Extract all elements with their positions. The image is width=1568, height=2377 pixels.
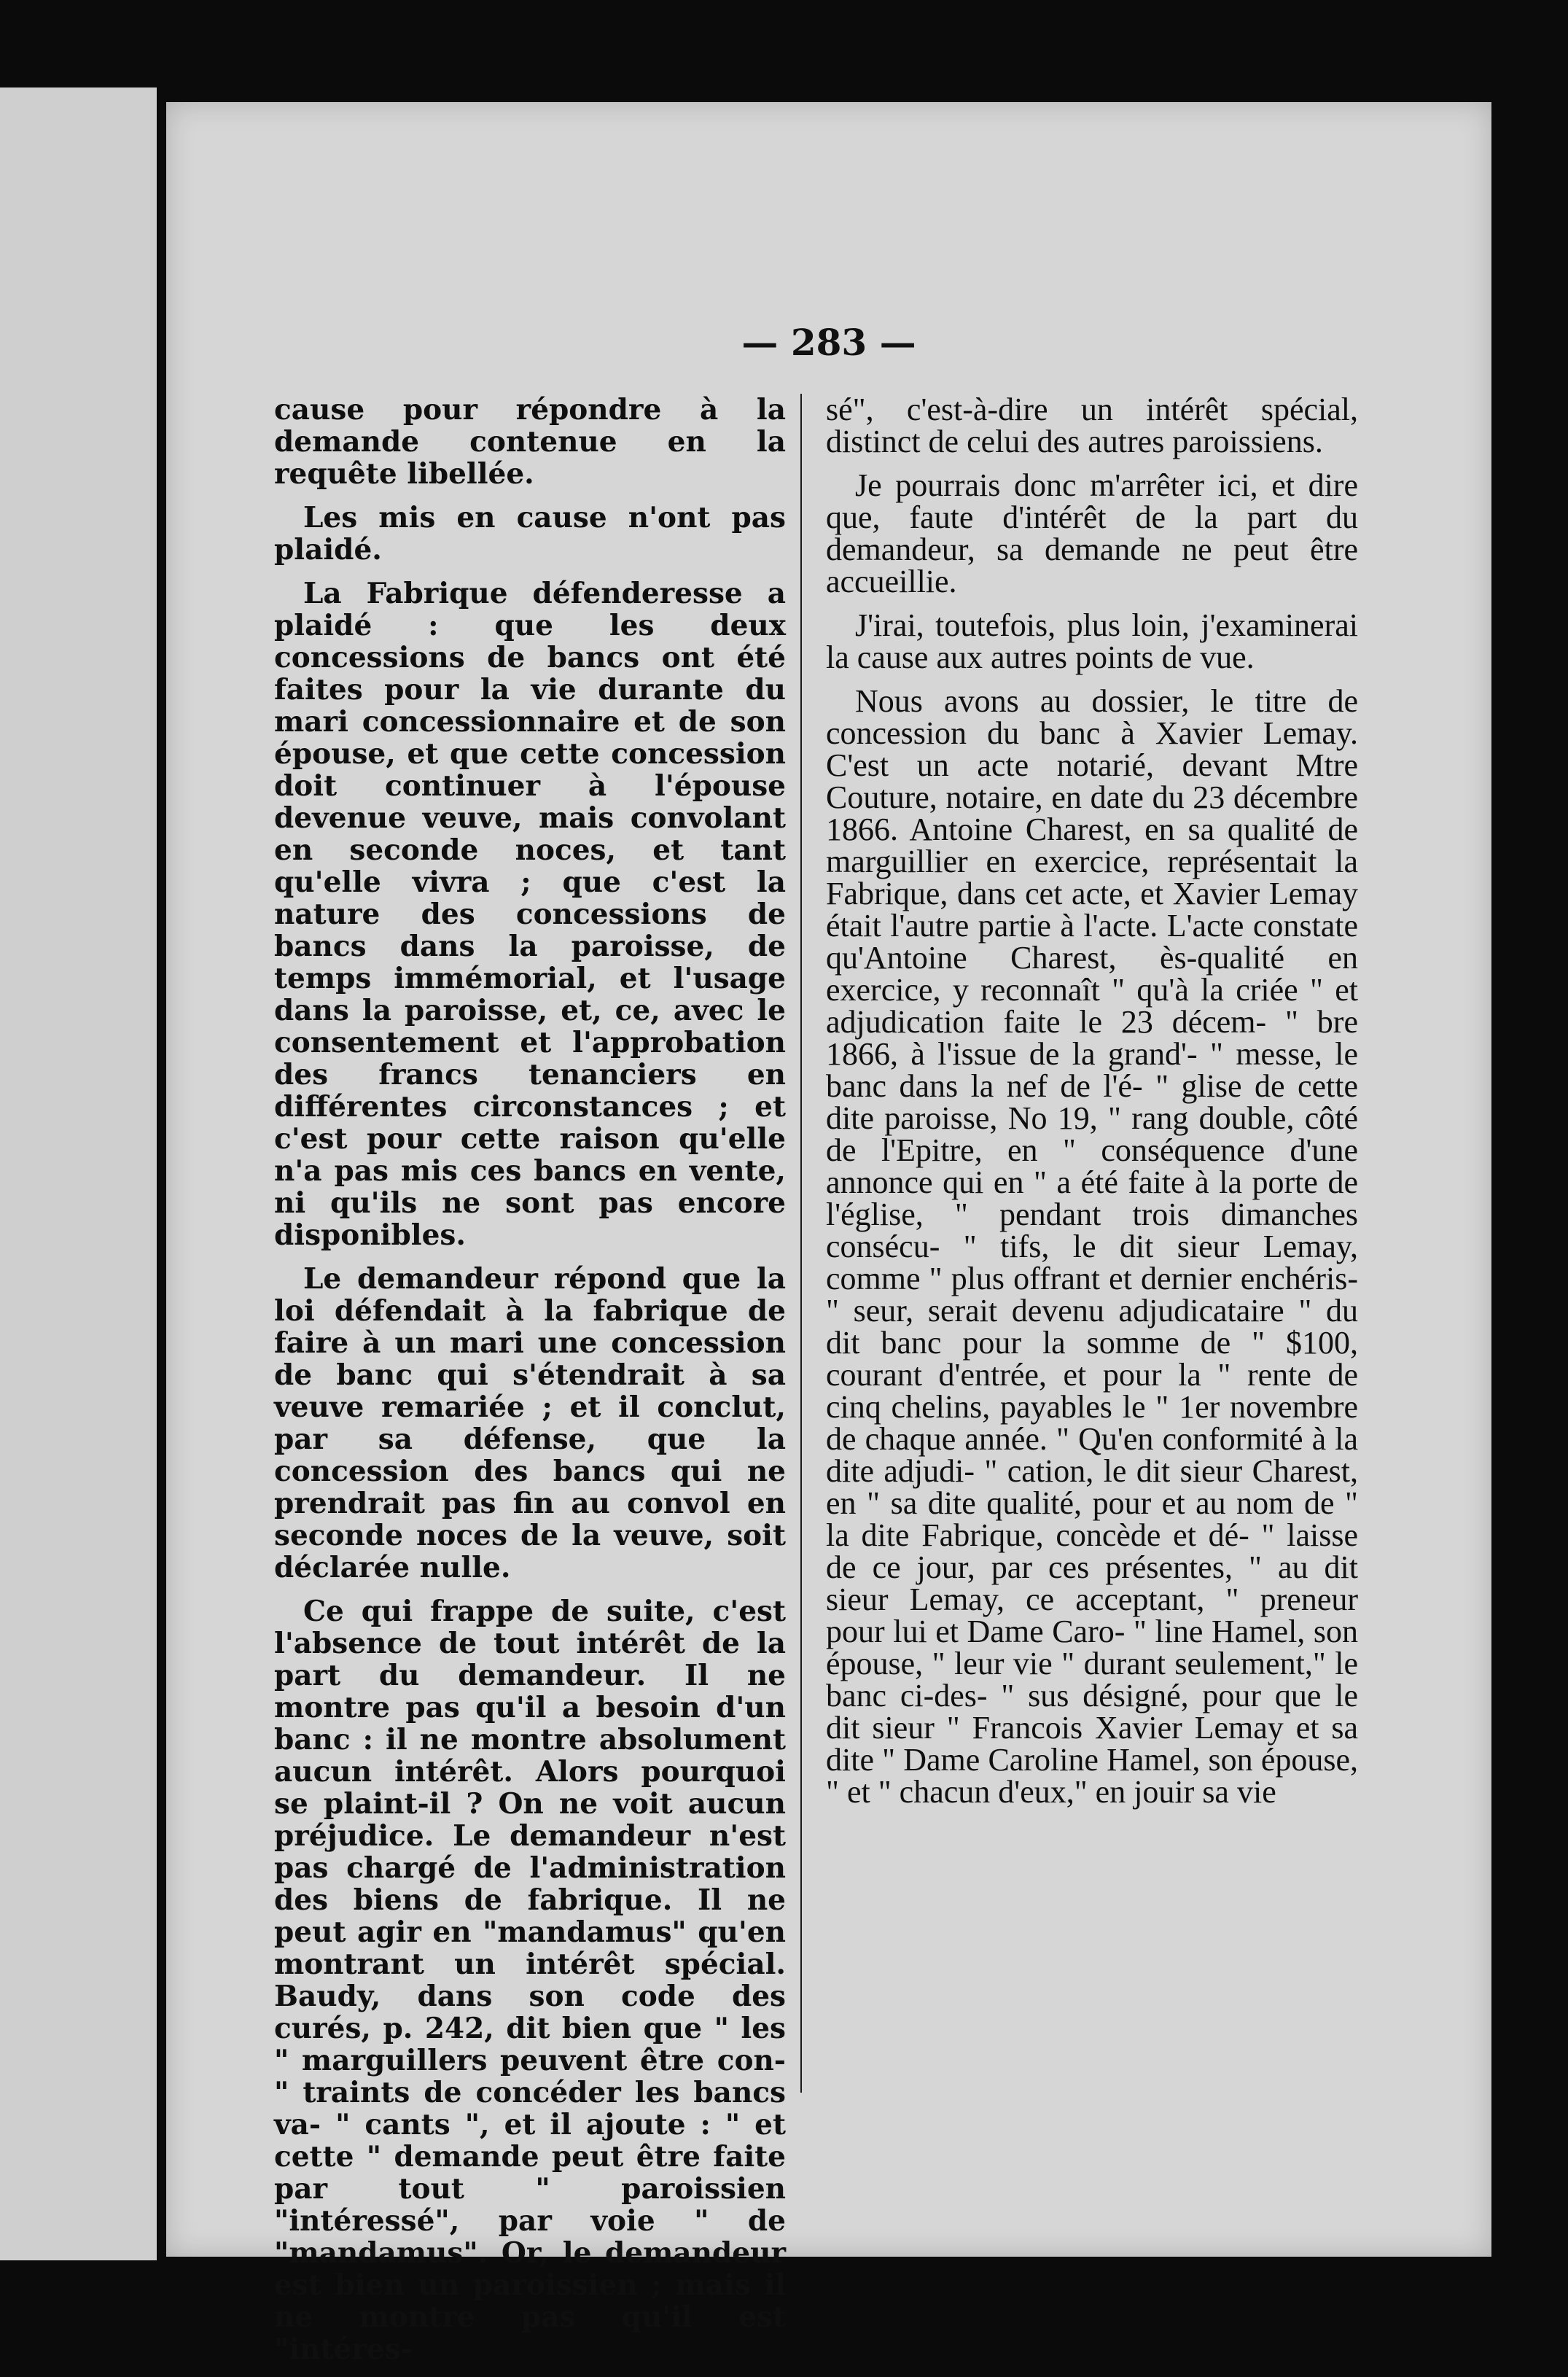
paragraph: Le demandeur répond que la loi défendait à la fabrique de faire à un mari une concession de banc qui s'étendrait à sa veuve remariée ; et il conclut, par sa défense, que la concession des bancs qui ne prendrait pas fin au convol en seconde noces de la veuve, soit déclarée nulle. bbox=[274, 1262, 786, 1584]
paragraph: La Fabrique défenderesse a plaidé : que les deux concessions de bancs ont été faites pour la vie durante du mari concessionnaire et de son épouse, et que cette concession doit continuer à l'épouse devenue veuve, mais convolant en seconde noces, et tant qu'elle vivra ; que c'est la nature des concessions de bancs dans la paroisse, de temps immémorial, et l'usage dans la paroisse, et, ce, avec le consentement et l'approbation des francs tenanciers en différentes circonstances ; et c'est pour cette raison qu'elle n'a pas mis ces bancs en vente, ni qu'ils ne sont pas encore disponibles. bbox=[274, 577, 786, 1252]
paragraph: Nous avons au dossier, le titre de concession du banc à Xavier Lemay. C'est un acte notarié, devant Mtre Couture, notaire, en date du 23 décembre 1866. Antoine Charest, en sa qualité de marguillier en exercice, représentait la Fabrique, dans cet acte, et Xavier Lemay était l'autre partie à l'acte. L'acte constate qu'Antoine Charest, ès-qualité en exercice, y reconnaît " qu'à la criée " et adjudication faite le 23 décem- " bre 1866, à l'issue de la grand'- " messe, le banc dans la nef de l'é- " glise de cette dite paroisse, No 19, " rang double, côté de l'Epitre, en " conséquence d'une annonce qui en " a été faite à la porte de l'église, " pendant trois dimanches consécu- " tifs, le dit sieur Lemay, comme " plus offrant et dernier enchéris- " seur, serait devenu adjudicataire " du dit banc pour la somme de " $100, courant d'entrée, et pour la " rente de cinq chelins, payables le " 1er novembre de chaque année. " Qu'en conformité à la dite adjudi- " cation, le dit sieur Charest, en " sa dite qualité, pour et au nom de " la dite Fabrique, concède et dé- " laisse de ce jour, par ces présentes, " au dit sieur Lemay, ce acceptant, " preneur pour lui et Dame Caro- " line Hamel, son épouse, " leur vie " durant seulement," le banc ci-des- " sus désigné, pour que le dit sieur " Francois Xavier Lemay et sa dite " Dame Caroline Hamel, son épouse, " et " chacun d'eux," en jouir sa vie bbox=[826, 683, 1358, 1810]
left-column bbox=[274, 394, 786, 2377]
paragraph: cause pour répondre à la demande contenue en la requête libellée. bbox=[274, 393, 786, 491]
paragraph: Les mis en cause n'ont pas plaidé. bbox=[274, 501, 786, 567]
paragraph: sé", c'est-à-dire un intérêt spécial, distinct de celui des autres paroissiens. bbox=[826, 392, 1358, 459]
paragraph: Je pourrais donc m'arrêter ici, et dire que, faute d'intérêt de la part du demandeur, sa demande ne peut être accueillie. bbox=[826, 467, 1358, 599]
paragraph: Ce qui frappe de suite, c'est l'absence de tout intérêt de la part du demandeur. Il ne montre pas qu'il a besoin d'un banc : il ne montre absolument aucun intérêt. Alors pourquoi se plaint-il ? On ne voit aucun préjudice. Le demandeur n'est pas chargé de l'administration des biens de fabrique. Il ne peut agir en "mandamus" qu'en montrant un intérêt spécial. Baudy, dans son code des curés, p. 242, dit bien que " les " marguillers peuvent être con- " traints de concéder les bancs va- " cants ", et il ajoute : " et cette " demande peut être faite par tout " paroissien "intéressé", par voie " de "mandamus". Or, le demandeur est bien un paroissien ; mais il ne montre pas qu'il est "intéres- bbox=[274, 1595, 786, 2366]
column-divider bbox=[800, 394, 802, 2093]
right-column bbox=[826, 394, 1358, 1820]
adjacent-page-edge bbox=[0, 87, 157, 2260]
paragraph: J'irai, toutefois, plus loin, j'examinerai la cause aux autres points de vue. bbox=[826, 607, 1358, 675]
page-number: — 283 — bbox=[741, 321, 916, 364]
document-page bbox=[166, 102, 1491, 2366]
